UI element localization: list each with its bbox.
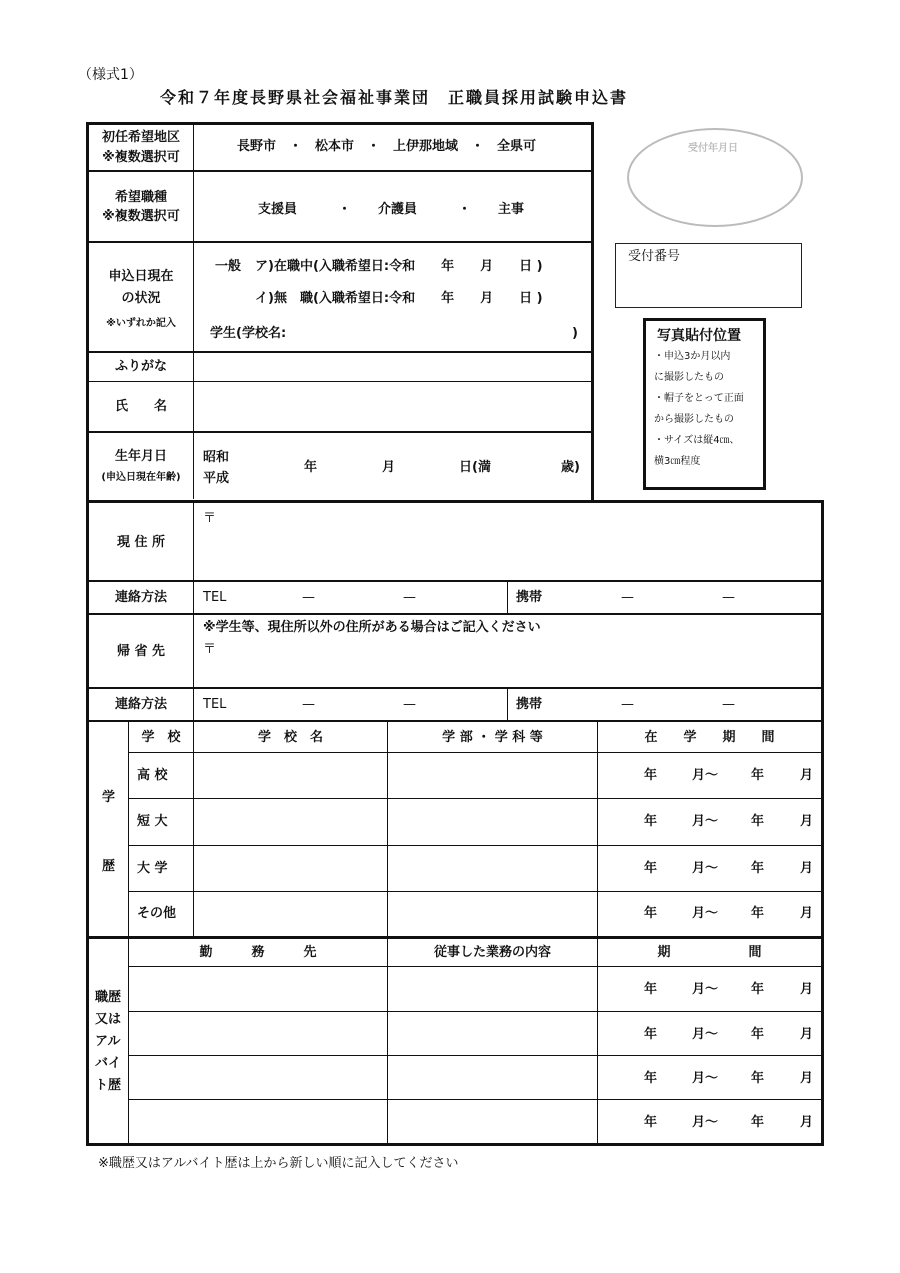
status-general: 一般 [215, 259, 242, 274]
home-note: ※学生等、現住所以外の住所がある場合はご記入ください [203, 620, 541, 635]
contact-mobile[interactable]: 携帯 [516, 590, 543, 605]
area-options[interactable]: 長野市 ・ 松本市 ・ 上伊那地域 ・ 全県可 [237, 139, 537, 154]
edu-header: 学 校 [141, 730, 181, 745]
edu-row-label: その他 [137, 906, 177, 921]
dash: — [722, 590, 735, 605]
edu-row-label: 高 校 [137, 768, 168, 783]
address-postal[interactable]: 〒 [203, 511, 217, 526]
dash: — [403, 697, 416, 712]
job-note: ※複数選択可 [102, 209, 180, 224]
job-option-clerk[interactable]: 主事 [498, 202, 525, 217]
status-student[interactable]: 学生(学校名: [210, 326, 287, 341]
photo-note: に撮影したもの [654, 372, 724, 383]
job-label: 希望職種 [114, 190, 167, 205]
edu-header: 学 校 名 [257, 730, 323, 745]
career-side-label: 又は [95, 1012, 122, 1027]
home-tel[interactable]: TEL [203, 697, 227, 712]
birth-age-unit: 歳) [561, 460, 580, 475]
area-label: 初任希望地区 [101, 130, 180, 145]
status-label2: の状況 [121, 291, 161, 306]
birth-day-unit: 日(満 [459, 460, 491, 475]
furigana-field[interactable] [195, 354, 590, 380]
birth-month-unit: 月 [382, 460, 396, 475]
home-contact-label: 連絡方法 [114, 697, 167, 712]
dash: — [621, 697, 634, 712]
name-field[interactable] [195, 383, 590, 430]
contact-label: 連絡方法 [114, 590, 167, 605]
career-side-label: 職歴 [95, 990, 122, 1005]
photo-title: 写真貼付位置 [657, 328, 741, 344]
education-side-label: 学 [102, 790, 116, 805]
job-separator: ・ [458, 202, 472, 217]
furigana-label: ふりがな [114, 359, 167, 374]
status-unemployed[interactable]: イ)無 職(入職希望日:令和 年 月 日 ) [255, 291, 543, 306]
career-side-label: アル [95, 1034, 121, 1049]
contact-tel[interactable]: TEL [203, 590, 227, 605]
home-mobile[interactable]: 携帯 [516, 697, 543, 712]
photo-note: から撮影したもの [654, 414, 734, 425]
form-code: （様式1） [78, 67, 143, 83]
job-separator: ・ [338, 202, 352, 217]
edu-header: 学 部 ・ 学 科 等 [442, 730, 543, 745]
status-label: 申込日現在 [108, 269, 174, 284]
birth-label: 生年月日 [114, 449, 167, 464]
home-postal[interactable]: 〒 [203, 642, 217, 657]
name-label: 氏 名 [114, 399, 167, 414]
career-header: 勤 務 先 [199, 945, 317, 960]
edu-row-label: 短 大 [137, 814, 168, 829]
birth-note: (申込日現在年齢) [101, 472, 181, 483]
edu-header: 在 学 期 間 [644, 730, 775, 745]
edu-row-label: 大 学 [137, 861, 168, 876]
birth-year-unit: 年 [304, 460, 318, 475]
photo-note: ・帽子をとって正面 [654, 393, 744, 404]
status-employed[interactable]: ア)在職中(入職希望日:令和 年 月 日 ) [255, 259, 543, 274]
status-note: ※いずれか記入 [106, 318, 176, 329]
dash: — [302, 697, 315, 712]
job-option-support[interactable]: 支援員 [258, 202, 298, 217]
dash: — [302, 590, 315, 605]
dash: — [621, 590, 634, 605]
career-side-label: バイ [95, 1056, 122, 1071]
era-heisei[interactable]: 平成 [203, 471, 230, 486]
photo-note: ・申込3か月以内 [654, 351, 731, 362]
education-side-label: 歴 [102, 859, 116, 874]
received-number-label: 受付番号 [628, 249, 681, 264]
footnote: ※職歴又はアルバイト歴は上から新しい順に記入してください [98, 1156, 459, 1171]
career-header: 期 間 [657, 945, 762, 960]
career-side-label: ト歴 [95, 1078, 122, 1093]
job-option-care[interactable]: 介護員 [378, 202, 418, 217]
received-date-label: 受付年月日 [688, 143, 738, 154]
photo-note: ・サイズは縦4㎝、 [654, 435, 740, 446]
photo-note: 横3㎝程度 [654, 456, 701, 467]
home-label: 帰 省 先 [116, 644, 166, 659]
dash: — [403, 590, 416, 605]
status-student-close: ) [572, 326, 578, 341]
dash: — [722, 697, 735, 712]
era-showa[interactable]: 昭和 [203, 450, 230, 465]
area-note: ※複数選択可 [102, 150, 180, 165]
page-title: 令和７年度長野県社会福祉事業団 正職員採用試験申込書 [160, 88, 629, 107]
address-label: 現 住 所 [116, 535, 166, 550]
career-header: 従事した業務の内容 [433, 945, 551, 960]
